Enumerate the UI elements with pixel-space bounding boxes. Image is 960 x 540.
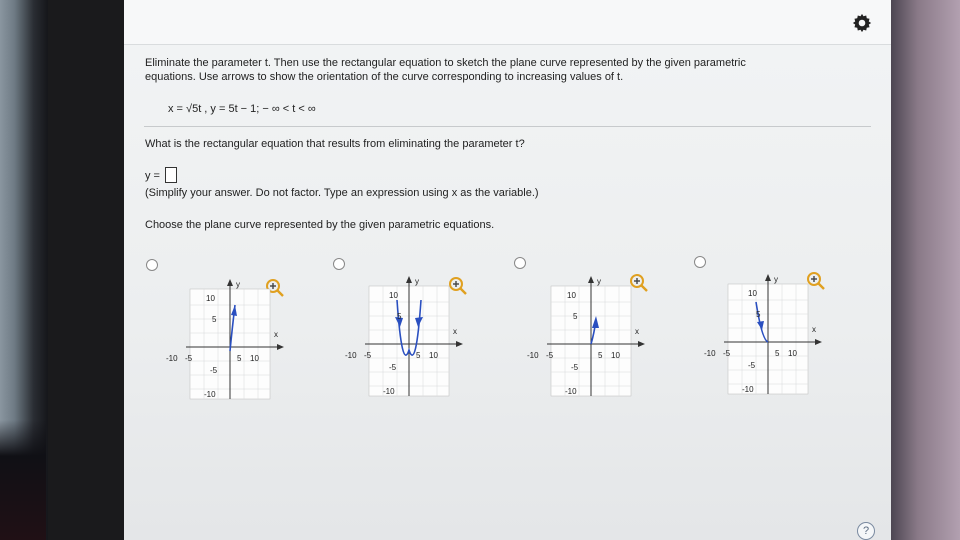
- tick-label: -5: [389, 363, 397, 372]
- tick-label: 5: [212, 315, 217, 324]
- monitor-right-bezel: [890, 0, 960, 540]
- tick-label: 5: [573, 312, 578, 321]
- parametric-equations: x = √5t , y = 5t − 1; − ∞ < t < ∞: [168, 103, 316, 115]
- problem-intro-line1: Eliminate the parameter t. Then use the rectangular equation to sketch the plane curve represented by the given parametric: [145, 57, 746, 69]
- tick-label: 10: [788, 349, 797, 358]
- choice-d-graph: [704, 270, 834, 400]
- tick-label: -5: [364, 351, 372, 360]
- top-bar: [124, 0, 891, 45]
- tick-label: 5: [756, 310, 761, 319]
- divider: [144, 126, 871, 127]
- problem-screen: [124, 0, 891, 540]
- tick-label: 10: [429, 351, 438, 360]
- choose-prompt: Choose the plane curve represented by the given parametric equations.: [145, 219, 495, 231]
- tick-label: -10: [527, 351, 539, 360]
- choice-c-radio[interactable]: [514, 257, 526, 269]
- tick-label: -5: [185, 354, 193, 363]
- tick-label: -5: [723, 349, 731, 358]
- choice-b-graph: [345, 272, 475, 402]
- tick-label: 10: [250, 354, 259, 363]
- y-axis-label: y: [597, 277, 601, 286]
- tick-label: 10: [206, 294, 215, 303]
- tick-label: -10: [383, 387, 395, 396]
- tick-label: -5: [571, 363, 579, 372]
- tick-label: -10: [345, 351, 357, 360]
- choice-b-radio[interactable]: [333, 258, 345, 270]
- tick-label: -10: [166, 354, 178, 363]
- x-axis-label: x: [812, 325, 816, 334]
- help-button[interactable]: ?: [857, 522, 875, 540]
- x-axis-label: x: [274, 330, 278, 339]
- tick-label: -10: [742, 385, 754, 394]
- tick-label: 5: [397, 312, 402, 321]
- x-axis-label: x: [635, 327, 639, 336]
- choice-a-graph: [166, 275, 296, 405]
- problem-intro-line2: equations. Use arrows to show the orientation of the curve corresponding to increasing values of t.: [145, 71, 624, 83]
- choice-a-radio[interactable]: [146, 259, 158, 271]
- tick-label: -10: [704, 349, 716, 358]
- tick-label: 10: [567, 291, 576, 300]
- choice-d-radio[interactable]: [694, 256, 706, 268]
- tick-label: -5: [210, 366, 218, 375]
- answer-hint: (Simplify your answer. Do not factor. Type an expression using x as the variable.): [145, 187, 539, 199]
- y-axis-label: y: [774, 275, 778, 284]
- tick-label: 10: [611, 351, 620, 360]
- tick-label: 5: [598, 351, 603, 360]
- tick-label: -5: [748, 361, 756, 370]
- tick-label: -10: [204, 390, 216, 399]
- tick-label: -5: [546, 351, 554, 360]
- tick-label: 5: [775, 349, 780, 358]
- tick-label: -10: [565, 387, 577, 396]
- question-text: What is the rectangular equation that results from eliminating the parameter t?: [145, 138, 525, 150]
- y-axis-label: y: [236, 280, 240, 289]
- tick-label: 5: [237, 354, 242, 363]
- monitor-left-edge: [0, 420, 46, 540]
- tick-label: 10: [389, 291, 398, 300]
- tick-label: 10: [748, 289, 757, 298]
- tick-label: 5: [416, 351, 421, 360]
- answer-label: y =: [145, 170, 160, 182]
- y-axis-label: y: [415, 277, 419, 286]
- choice-c-graph: [527, 272, 657, 402]
- answer-input[interactable]: [165, 167, 177, 183]
- x-axis-label: x: [453, 327, 457, 336]
- gear-icon[interactable]: [851, 12, 873, 34]
